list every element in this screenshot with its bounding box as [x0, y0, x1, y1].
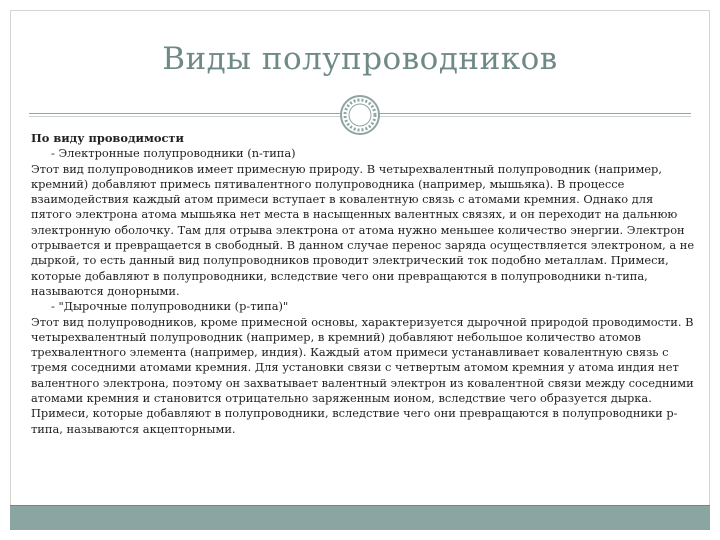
section-heading: По виду проводимости: [31, 131, 184, 145]
footer-bar: [10, 505, 710, 530]
p-type-label: - "Дырочные полупроводники (р-типа)": [51, 299, 289, 314]
slide-title: Виды полупроводников: [162, 41, 558, 77]
p-type-description: Этот вид полупроводников, кроме примесной основы, характеризуется дырочной природой проводимости. В четырехвалентный полупроводник (например, в кремний) добавляют небольшое количество атомов трехвалентного элемента (например, индия). Каждый атом примеси устанавливает ковалентную связь с тремя соседними атомами кремния. Для установки связи с четвертым атомом кремния у атома индия нет валентного электрона, поэтому он захватывает валентный электрон из ковалентной связи между соседними атомами кремния и становится отрицательно заряженным ионом, вследствие чего образуется дырка. Примеси, которые добавляют в полупроводники, вследствие чего они превращаются в полупроводники р-типа, называются акцепторными.: [31, 314, 694, 436]
title-divider: [29, 108, 691, 120]
n-type-description: Этот вид полупроводников имеет примесную природу. В четырехвалентный полупроводник (например, кремний) добавляют примесь пятивалентного полупроводника (например, мышьяка). В процессе взаимодействия каждый атом примеси вступает в ковалентную связь с атомами кремния. Однако для пятого электрона атома мышьяка нет места в насыщенных валентных связях, и он переходит на дальнюю электронную оболочку. Там для отрыва электрона от атома нужно меньшее количество энергии. Электрон отрывается и превращается в свободный. В данном случае перенос заряда осуществляется электроном, а не дыркой, то есть данный вид полупроводников проводит электрический ток подобно металлам. Примеси, которые добавляют в полупроводники, вследствие чего они превращаются в полупроводники n-типа, называются донорными.: [31, 161, 695, 298]
slide: [10, 10, 710, 530]
n-type-label: - Электронные полупроводники (n-типа): [51, 146, 296, 161]
slide-body: [31, 131, 697, 437]
